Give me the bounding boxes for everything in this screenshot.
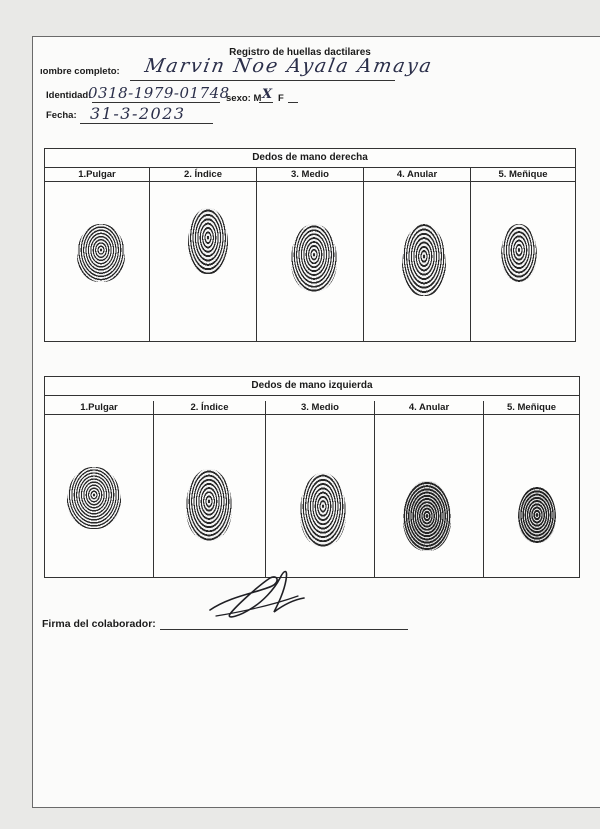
left-hand-table [44,376,580,578]
fingerprint-image [518,487,556,543]
fingerprint-image [403,481,451,551]
fingerprint-image [402,224,446,296]
form-title: Registro de huellas dactilares [229,47,371,58]
right-finger-3-label: 3. Medio [257,168,363,182]
fingerprint-image [291,224,337,292]
right-finger-1 [45,168,150,341]
signature-label: Firma del colaborador: [42,618,156,630]
id-label: Identidad: [46,90,92,101]
id-underline [92,102,220,103]
right-finger-5-label: 5. Meñique [471,168,575,182]
left-finger-1-label: 1.Pulgar [45,401,153,415]
right-finger-2-label: 2. Índice [150,168,256,182]
left-finger-5-label: 5. Meñique [484,401,579,415]
sex-f-underline [288,102,298,103]
date-label: Fecha: [46,110,77,121]
left-hand-title: Dedos de mano izquierda [45,377,579,396]
left-finger-4-label: 4. Anular [375,401,483,415]
name-label: ıombre completo: [40,66,120,77]
right-hand-table [44,148,576,342]
left-finger-3 [266,401,375,577]
fingerprint-image [501,224,537,282]
fingerprint-image [67,467,121,529]
left-finger-3-label: 3. Medio [266,401,374,415]
right-finger-5 [471,168,575,341]
id-value: 0318-1979-01748 [88,84,230,102]
right-finger-1-label: 1.Pulgar [45,168,149,182]
fingerprint-image [186,469,232,541]
right-finger-3 [257,168,364,341]
sex-f-label: F [278,93,284,104]
left-finger-5 [484,401,579,577]
name-underline [130,80,395,81]
left-finger-2-label: 2. Índice [154,401,265,415]
fingerprint-image [188,208,228,274]
sex-mark: X [262,87,274,102]
date-value: 31-3-2023 [90,104,186,123]
left-finger-4 [375,401,484,577]
sex-m-underline [259,102,273,103]
left-finger-2 [154,401,266,577]
fingerprint-image [77,224,125,282]
right-finger-2 [150,168,257,341]
right-hand-title: Dedos de mano derecha [45,149,575,168]
date-underline [80,123,213,124]
sex-label: sexo: M [226,93,262,104]
fingerprint-image [300,473,346,547]
right-finger-4-label: 4. Anular [364,168,470,182]
right-finger-4 [364,168,471,341]
name-value: Marvin Noe Ayala Amaya [143,55,435,77]
left-finger-1 [45,401,154,577]
signature-image [200,566,310,626]
signature-underline [160,629,408,630]
